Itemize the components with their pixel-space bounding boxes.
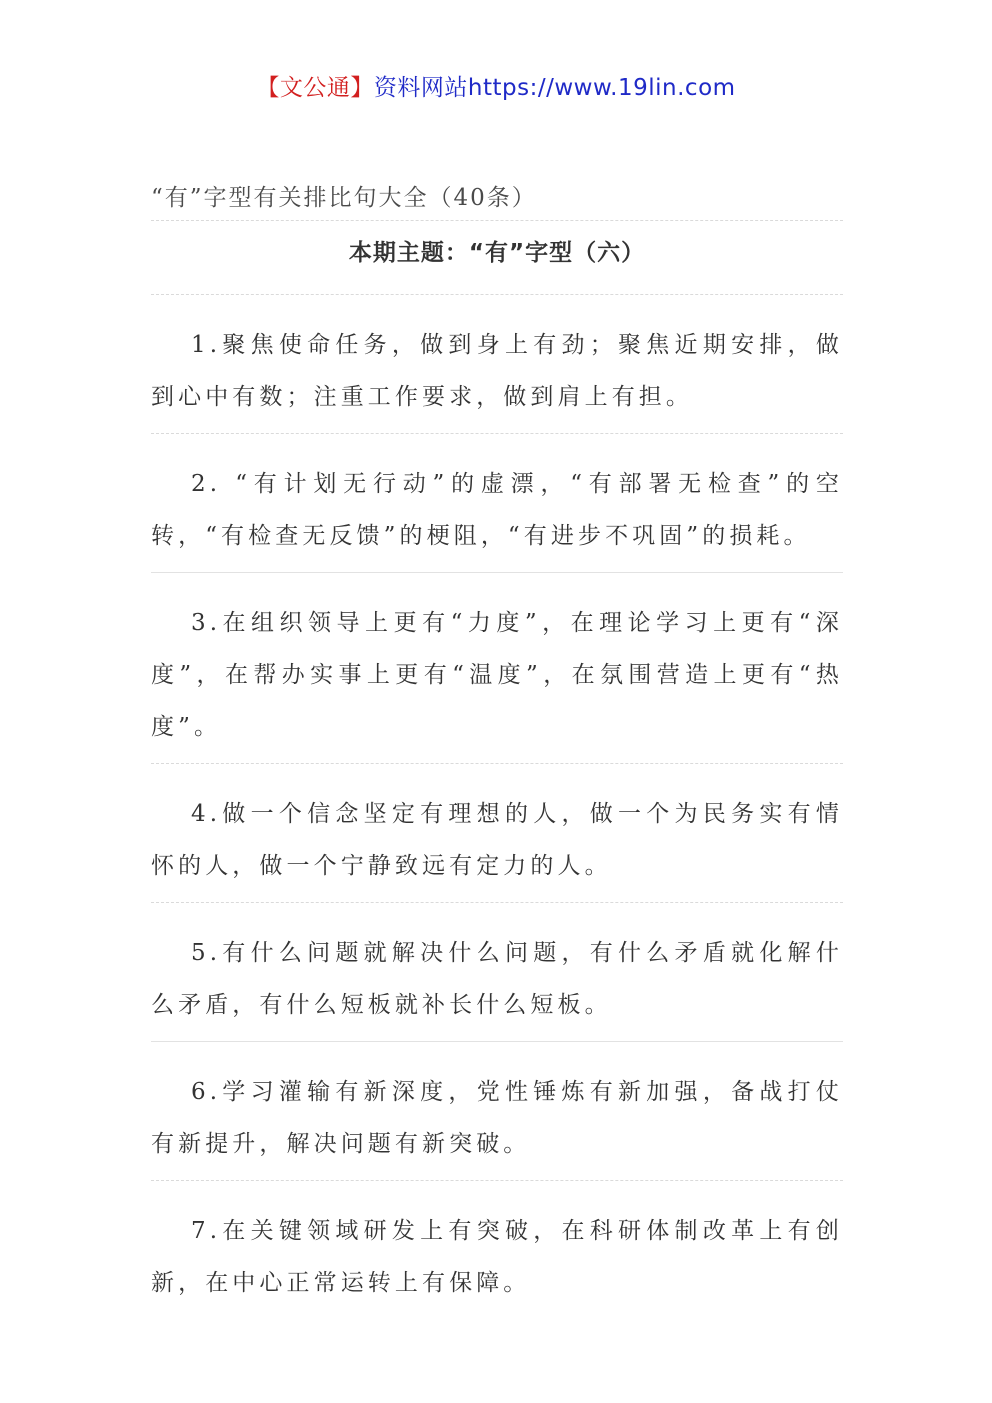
- sentence-list: [151, 295, 843, 1319]
- list-item-text: 7.在关键领域研发上有突破，在科研体制改革上有创新，在中心正常运转上有保障。: [151, 1218, 843, 1296]
- list-item-text: 2. “有计划无行动”的虚漂，“有部署无检查”的空转，“有检查无反馈”的梗阻，“有进步不巩固”的损耗。: [151, 471, 843, 549]
- header-site-name: 资料网站: [373, 75, 468, 101]
- list-item: [151, 573, 843, 764]
- list-item-text: 3.在组织领导上更有“力度”，在理论学习上更有“深度”，在帮办实事上更有“温度”，在氛围营造上更有“热度”。: [151, 610, 843, 740]
- document-page: [151, 178, 843, 1319]
- theme-heading: 本期主题：“有”字型（六）: [151, 233, 843, 295]
- list-item-text: 4.做一个信念坚定有理想的人，做一个为民务实有情怀的人，做一个宁静致远有定力的人。: [151, 801, 843, 879]
- list-item: [151, 903, 843, 1042]
- list-item: [151, 434, 843, 573]
- document-title: “有”字型有关排比句大全（40条）: [151, 178, 843, 221]
- list-item-text: 5.有什么问题就解决什么问题，有什么矛盾就化解什么矛盾，有什么短板就补长什么短板。: [151, 940, 843, 1018]
- list-item-text: 1.聚焦使命任务，做到身上有劲；聚焦近期安排，做到心中有数；注重工作要求，做到肩上有担。: [151, 332, 843, 410]
- list-item-text: 6.学习灌输有新深度，党性锤炼有新加强，备战打仗有新提升，解决问题有新突破。: [151, 1079, 843, 1157]
- list-item: [151, 295, 843, 434]
- header-brand: 【文公通】: [256, 75, 374, 101]
- list-item: [151, 764, 843, 903]
- list-item: [151, 1042, 843, 1181]
- header-url[interactable]: https://www.19lin.com: [467, 75, 736, 101]
- list-item: [151, 1181, 843, 1319]
- site-header: [0, 72, 992, 104]
